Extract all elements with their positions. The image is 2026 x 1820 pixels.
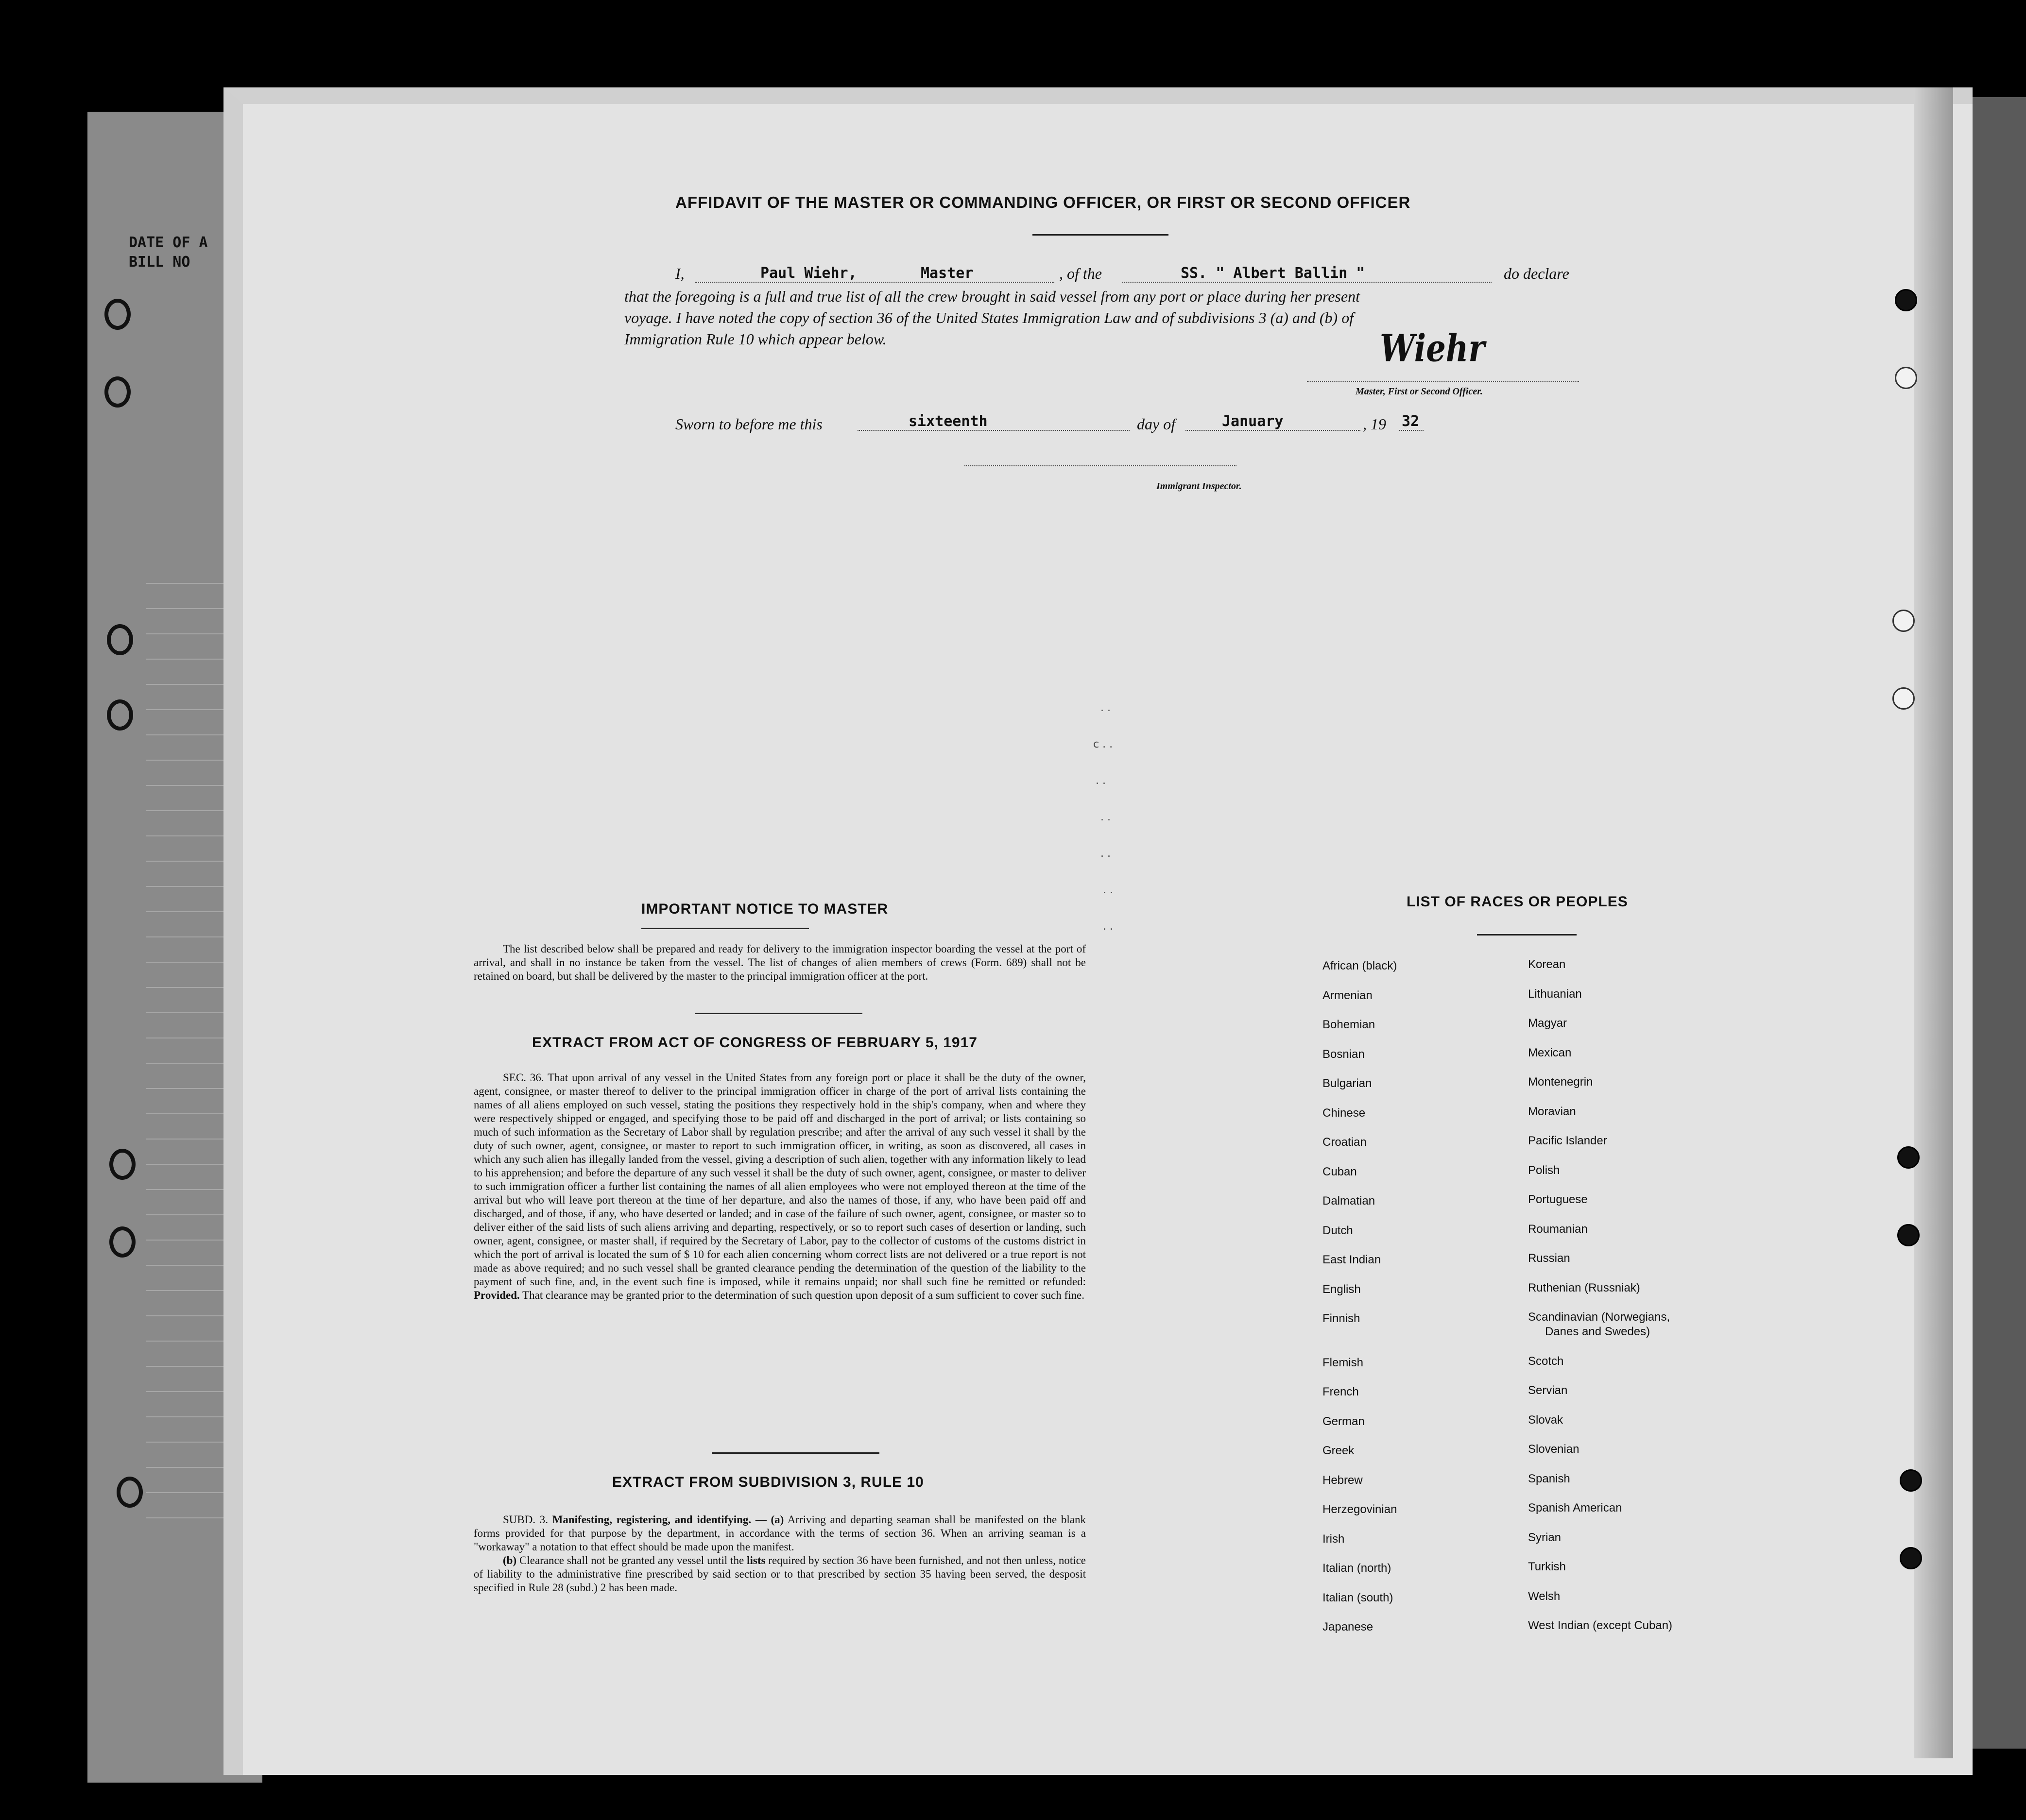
punch-hole	[1900, 1547, 1922, 1569]
race-item: Herzegovinian	[1322, 1503, 1397, 1516]
affidavit-i: I,	[675, 265, 685, 282]
day-field-line	[858, 430, 1130, 431]
race-item: Danes and Swedes)	[1545, 1325, 1650, 1338]
race-item: Bohemian	[1322, 1018, 1375, 1031]
master-name: Paul Wiehr,	[760, 265, 857, 282]
punch-hole	[1897, 1146, 1920, 1169]
race-item: Hebrew	[1322, 1473, 1363, 1487]
sworn-day: sixteenth	[909, 413, 988, 430]
of-the-label: , of the	[1059, 265, 1102, 282]
race-item: Chinese	[1322, 1106, 1366, 1120]
act-title: EXTRACT FROM ACT OF CONGRESS OF FEBRUARY 5, 1917	[532, 1035, 978, 1051]
race-item: Turkish	[1528, 1560, 1566, 1573]
race-item: East Indian	[1322, 1253, 1381, 1266]
punch-hole	[1895, 289, 1917, 311]
punch-hole	[1892, 687, 1915, 710]
race-item: Mexican	[1528, 1046, 1572, 1059]
punch-hole	[1895, 367, 1917, 389]
binder-hole	[107, 624, 133, 655]
do-declare-label: do declare	[1504, 265, 1569, 282]
race-item: French	[1322, 1385, 1359, 1398]
vessel-name: SS. " Albert Ballin "	[1181, 265, 1365, 282]
binder-hole	[117, 1477, 143, 1508]
race-item: West Indian (except Cuban)	[1528, 1619, 1673, 1632]
year-field-line	[1399, 430, 1424, 431]
act-text: SEC. 36. That upon arrival of any vessel in the United States from any foreign port or place it shall be the duty of the owner, agent, consignee, or master thereof to deliver to the principal immigration officer in charge of the port of arrival lists containing the names of all aliens employed on such vessel, stating the positions they respectively hold in the ship's company, when and where they were respectively shipped or engaged, and specifying those to be paid off and discharged in the port of arrival; or lists containing so much of such information as the Secretary of Labor shall by regulation prescribe; and after the arrival of any such vessel it shall by the duty of such owner, agent, consignee, or master to report to such immigration officer, in writing, as soon as discovered, all cases in which any such alien has illegally landed from the vessel, giving a description of such alien, together with any information likely to lead to his apprehension; and before the departure of any such vessel it shall be the duty of such owner, agent, consignee, or master to deliver to such immigration officer a further list containing the names of all alien employees who were not employed thereon at the time of the arrival but who will leave port thereon at the time of her departure, and also the names of those, if any, who have been paid off and discharged, and of those, if any, who have deserted or landed; and in case of the failure of such owner, agent, consignee, or master so to deliver either of the said lists of such aliens arriving and departing, respectively, or so to report such cases of desertion or landing, such owner, agent, consignee, or master shall, if required by the Secretary of Labor, pay to the collector of customs of the customs district in which the port of arrival is located the sum of $ 10 for each alien concerning whom correct lists are not delivered or a true report is not made as above required; and no such vessel shall be granted clearance pending the determination of the question of the liability to the payment of such fine, and, in the event such fine is imposed, while it remains unpaid; nor shall such fine be remitted or refunded: Provided. That clearance may be granted prior to the determination of such question upon deposit of a sum sufficient to cover such fine.	[474, 1072, 1086, 1301]
affidavit-title: AFFIDAVIT OF THE MASTER OR COMMANDING OFFICER, OR FIRST OR SECOND OFFICER	[675, 193, 1411, 211]
signature-line	[1307, 381, 1579, 382]
race-item: English	[1322, 1282, 1361, 1296]
section-divider	[695, 1013, 862, 1014]
race-item: Ruthenian (Russniak)	[1528, 1281, 1640, 1294]
notice-title-underline	[641, 928, 809, 929]
notice-title: IMPORTANT NOTICE TO MASTER	[641, 901, 889, 917]
race-item: Dutch	[1322, 1224, 1353, 1237]
race-item: Armenian	[1322, 988, 1373, 1002]
race-item: Lithuanian	[1528, 987, 1582, 1001]
race-item: Japanese	[1322, 1620, 1374, 1633]
sworn-month: January	[1222, 413, 1284, 430]
race-item: Polish	[1528, 1163, 1560, 1177]
binder-hole	[104, 376, 131, 408]
race-item: Finnish	[1322, 1312, 1360, 1325]
race-item: Korean	[1528, 958, 1566, 971]
race-item: Magyar	[1528, 1017, 1567, 1030]
year-prefix: , 19	[1363, 415, 1386, 433]
day-of-label: day of	[1137, 415, 1176, 433]
inspector-signature-line	[964, 465, 1236, 466]
race-item: Irish	[1322, 1532, 1345, 1546]
master-signature: Wiehr	[1380, 326, 1485, 371]
punch-hole	[1897, 1224, 1920, 1246]
signature-caption: Master, First or Second Officer.	[1356, 386, 1483, 397]
rule-title: EXTRACT FROM SUBDIVISION 3, RULE 10	[612, 1474, 924, 1490]
race-item: African (black)	[1322, 959, 1397, 972]
page-edge-shadow	[1914, 87, 1953, 1758]
notice-text: The list described below shall be prepared and ready for delivery to the immigration inspector boarding the vessel at the port of arrival, and shall in no instance be taken from the vessel. The list of changes of alien members of crews (Form. 689) shall not be retained on board, but shall be delivered by the master to the principal immigration officer at the port.	[474, 943, 1086, 982]
race-item: Russian	[1528, 1252, 1570, 1265]
rule-text: SUBD. 3. Manifesting, registering, and identifying. — (a) Arriving and departing seaman shall be manifested on the blank forms provided for that purpose by the department, in accordance with the terms of section 36. When an arriving seaman is a "workaway" a notation to that effect should be made upon the manifest. (b) Clearance shall not be granted any vessel until the lists required by section 36 have been furnished, and not then unless, notice of liability to the administrative fine prescribed by said section or to that prescribed by section 35 having been served, the desposit specified in Rule 28 (subd.) 2 has been made.	[474, 1514, 1086, 1594]
month-field-line	[1185, 430, 1360, 431]
race-item: German	[1322, 1414, 1365, 1428]
race-item: Slovak	[1528, 1413, 1563, 1427]
race-item: Bulgarian	[1322, 1077, 1372, 1090]
punch-hole	[1892, 610, 1915, 632]
race-item: Bosnian	[1322, 1047, 1365, 1061]
race-item: Moravian	[1528, 1105, 1576, 1118]
race-item: Pacific Islander	[1528, 1134, 1607, 1147]
inspector-caption: Immigrant Inspector.	[1156, 481, 1242, 492]
race-item: Montenegrin	[1528, 1075, 1593, 1089]
race-item: Servian	[1528, 1384, 1568, 1397]
race-item: Scotch	[1528, 1354, 1564, 1368]
master-rank: Master	[921, 265, 974, 282]
punch-hole	[1900, 1469, 1922, 1492]
races-title: LIST OF RACES OR PEOPLES	[1407, 894, 1628, 910]
sworn-year: 32	[1402, 413, 1420, 430]
race-item: Italian (south)	[1322, 1591, 1393, 1604]
binder-hole	[107, 699, 133, 731]
race-item: Welsh	[1528, 1589, 1561, 1603]
race-item: Portuguese	[1528, 1193, 1588, 1206]
binder-hole	[104, 299, 131, 330]
race-item: Cuban	[1322, 1165, 1357, 1178]
race-item: Dalmatian	[1322, 1194, 1375, 1208]
race-item: Croatian	[1322, 1136, 1367, 1149]
race-item: Roumanian	[1528, 1222, 1588, 1236]
race-item: Spanish American	[1528, 1501, 1622, 1514]
name-field-line	[695, 282, 1054, 283]
race-item: Scandinavian (Norwegians,	[1528, 1310, 1670, 1324]
binder-hole	[109, 1149, 136, 1180]
affidavit-text: that the foregoing is a full and true list of all the crew brought in said vessel from any port or place during her present voyage. I have noted the copy of section 36 of the United States Immigration Law and of subdivisions 3 (a) and (b) of Immigration Rule 10 which appear below.	[624, 288, 1360, 348]
race-item: Syrian	[1528, 1531, 1562, 1544]
race-item: Greek	[1322, 1444, 1355, 1457]
section-divider	[712, 1452, 879, 1454]
back-stamp: DATE OF A BILL NO	[129, 234, 208, 271]
race-item: Slovenian	[1528, 1443, 1580, 1456]
races-title-underline	[1477, 934, 1577, 936]
binder-hole	[109, 1226, 136, 1258]
race-item: Flemish	[1322, 1356, 1364, 1369]
race-item: Italian (north)	[1322, 1562, 1391, 1575]
sworn-label: Sworn to before me this	[675, 415, 823, 433]
race-item: Spanish	[1528, 1472, 1570, 1485]
vessel-field-line	[1122, 282, 1492, 283]
title-underline	[1032, 234, 1168, 236]
